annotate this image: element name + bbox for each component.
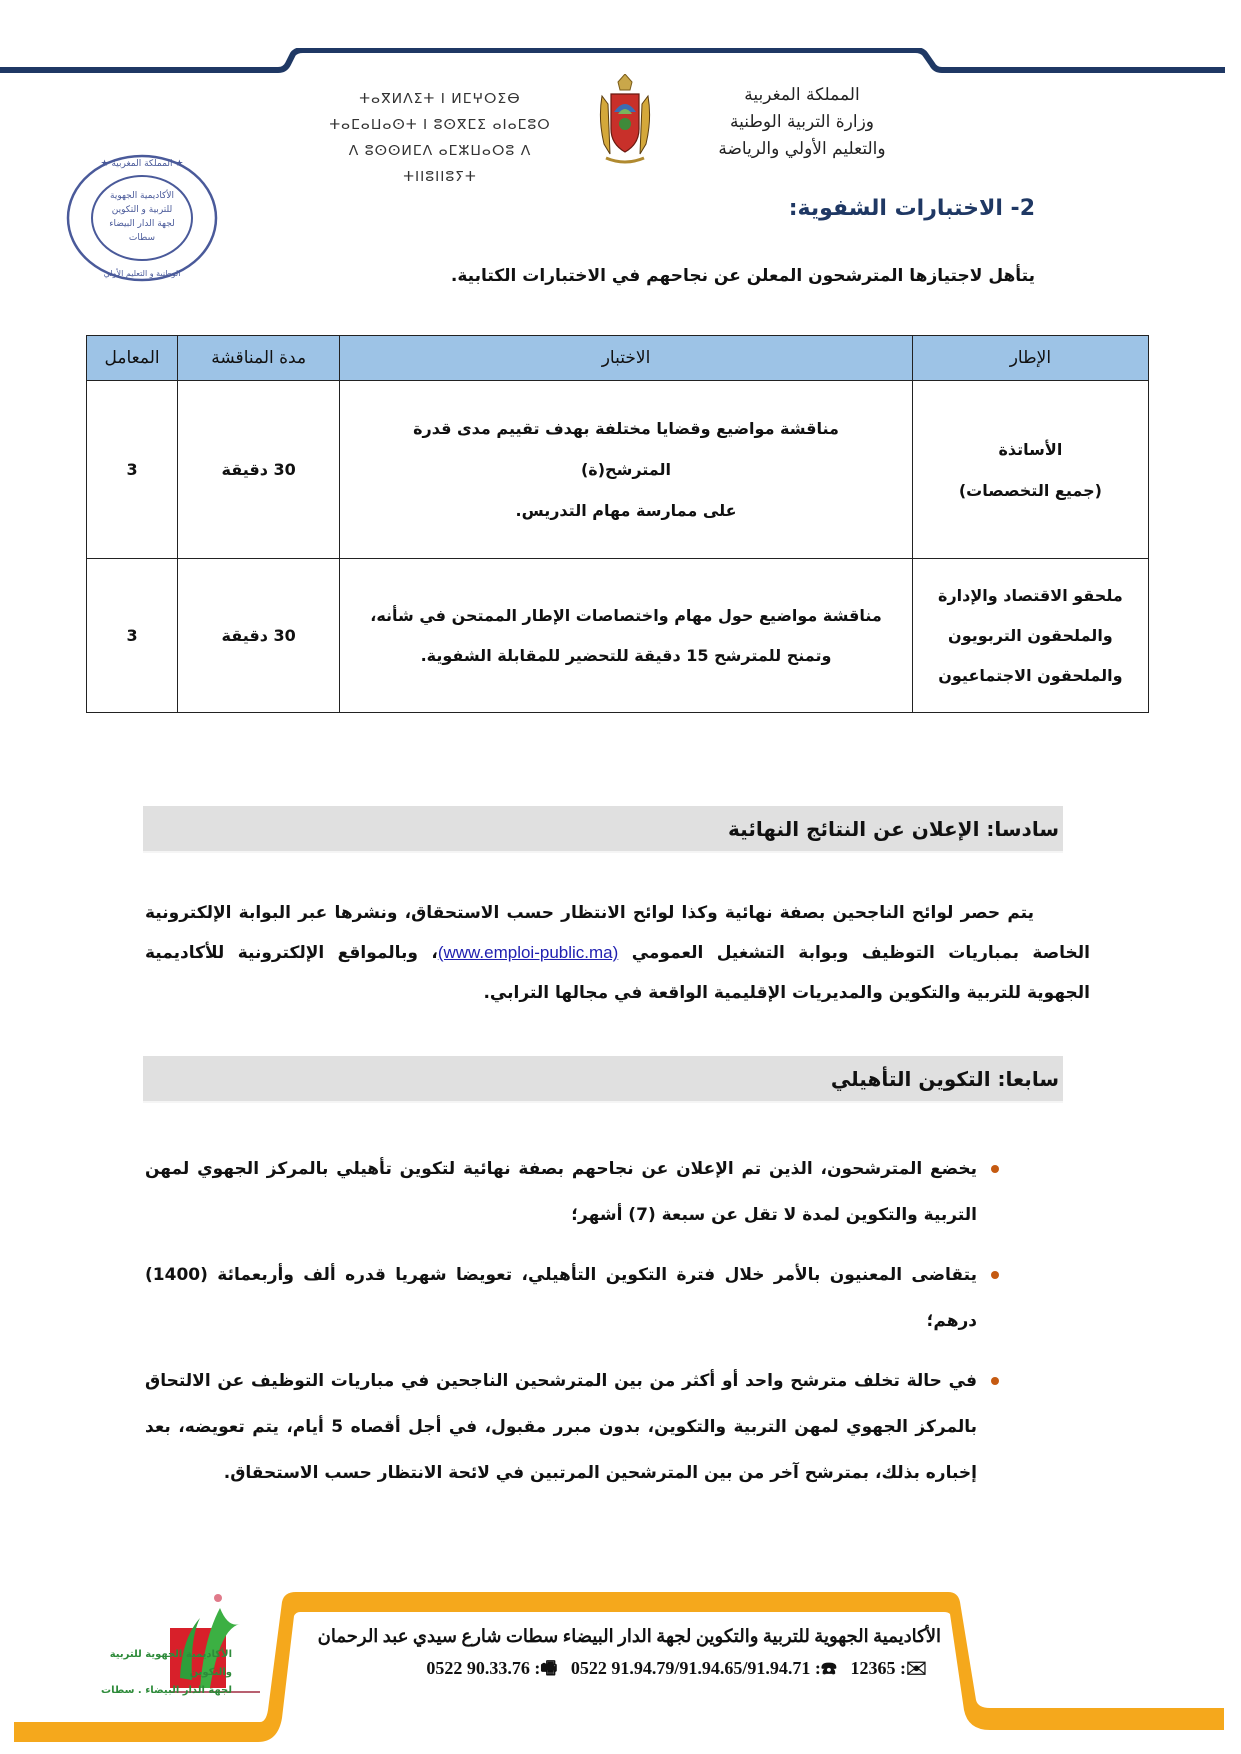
fax-icon: :🖷 xyxy=(534,1658,558,1678)
academy-logo-text: الأكاديمية الجهوية للتربية والتكوين لجهة الدار البيضاء . سطات xyxy=(101,1649,232,1696)
cell-frame: ملحقو الاقتصاد والإدارة والملحقون التربويون والملحقون الاجتماعيون xyxy=(912,559,1148,713)
svg-text:سطات: سطات xyxy=(128,233,156,243)
header-coefficient: المعامل xyxy=(87,336,178,381)
training-bullet-list xyxy=(145,1146,977,1496)
svg-text:الأكاديمية الجهوية: الأكاديمية الجهوية xyxy=(110,191,174,201)
cell-test: مناقشة مواضيع حول مهام واختصاصات الإطار الممتحن في شأنه، وتمنح للمترشح 15 دقيقة للتحضير للمقابلة الشفوية. xyxy=(340,559,913,713)
emploi-public-link[interactable]: (www.emploi-public.ma) xyxy=(437,943,619,962)
footer-contact: 0522 90.33.76 :🖷 0522 91.94.79/91.94.65/91.94.71 :☎ 12365 :✉ xyxy=(426,1658,927,1678)
mailbox-icon: :✉ xyxy=(899,1658,927,1678)
cell-duration: 30 دقيقة xyxy=(178,559,340,713)
section-title-oral-exams: 2- الاختبارات الشفوية: xyxy=(788,196,1035,221)
cell-coefficient: 3 xyxy=(87,381,178,559)
table-header-row xyxy=(87,336,1149,381)
table-row xyxy=(87,381,1149,559)
phone-icon: :☎ xyxy=(814,1658,837,1678)
letterhead-arabic: المملكة المغربية وزارة التربية الوطنية والتعليم الأولي والرياضة xyxy=(718,85,886,159)
official-stamp xyxy=(62,148,222,288)
cell-duration: 30 دقيقة xyxy=(178,381,340,559)
svg-text:للتربية و التكوين: للتربية و التكوين xyxy=(111,205,173,215)
section-intro: يتأهل لاجتيازها المترشحون المعلن عن نجاحهم في الاختبارات الكتابية. xyxy=(450,266,1035,286)
cell-coefficient: 3 xyxy=(87,559,178,713)
list-item: في حالة تخلف مترشح واحد أو أكثر من بين المترشحين الناجحين في مباريات التوظيف عن الالتحاق بالمركز الجهوي لمهن التربية والتكوين، بدون مبرر مقبول، في أجل أقصاه 5 أيام، يتم تعويضه، بعد إخباره بذلك، بمترشح آخر من بين المترشحين المرتبين في لائحة الانتظار حسب الاستحقاق. xyxy=(145,1358,977,1496)
footer-address: الأكاديمية الجهوية للتربية والتكوين لجهة الدار البيضاء سطات شارع سيدي عبد الرحمان xyxy=(317,1626,941,1646)
section-title-final-results: سادسا: الإعلان عن النتائج النهائية xyxy=(728,817,1059,841)
bullet-dot-icon xyxy=(991,1271,999,1279)
oral-exams-table xyxy=(86,335,1149,713)
final-results-paragraph: يتم حصر لوائح الناجحين بصفة نهائية وكذا لوائح الانتظار حسب الاستحقاق، ونشرها عبر البوابة الإلكترونية الخاصة بمباريات التوظيف وبوابة التشغيل العمومي (www.emploi-public.ma)، وبالمواقع الإلكترونية للأكاديمية الجهوية للتربية والتكوين والمديريات الإقليمية الواقعة في مجالها الترابي. xyxy=(145,903,1090,1003)
bullet-dot-icon xyxy=(991,1165,999,1173)
section-title-qualifying-training: سابعا: التكوين التأهيلي xyxy=(830,1067,1059,1091)
coat-of-arms-icon xyxy=(596,74,654,166)
letterhead-tifinagh: ⵜⴰⴳⵍⴷⵉⵜ ⵏ ⵍⵎⵖⵔⵉⴱ ⵜⴰⵎⴰⵡⴰⵙⵜ ⵏ ⵓⵙⴳⵎⵉ ⴰⵏⴰⵎⵓⵔ ⴷ ⵓⵙⵙⵍⵎⴷ ⴰⵎⵣⵡⴰⵔⵓ ⴷ ⵜⵏⵏⵓⵏⵏⵓⵢⵜ xyxy=(329,91,551,185)
table-row xyxy=(87,559,1149,713)
academy-logo xyxy=(60,1588,260,1698)
section-banner-final-results xyxy=(143,806,1063,853)
section-banner-qualifying-training xyxy=(143,1056,1063,1103)
bullet-dot-icon xyxy=(991,1377,999,1385)
list-item: يخضع المترشحون، الذين تم الإعلان عن نجاحهم بصفة نهائية لتكوين تأهيلي بالمركز الجهوي لمهن التربية والتكوين لمدة لا تقل عن سبعة (7) أشهر؛ xyxy=(145,1146,977,1238)
header-frame: الإطار xyxy=(912,336,1148,381)
svg-text:★ المملكة المغربية ★: ★ المملكة المغربية ★ xyxy=(100,159,184,169)
svg-text:لجهة الدار البيضاء: لجهة الدار البيضاء xyxy=(109,219,175,229)
cell-test: مناقشة مواضيع وقضايا مختلفة بهدف تقييم مدى قدرة المترشح(ة) على ممارسة مهام التدريس. xyxy=(340,381,913,559)
cell-frame: الأساتذة (جميع التخصصات) xyxy=(912,381,1148,559)
letterhead xyxy=(300,80,940,185)
footer xyxy=(0,1580,1241,1754)
svg-text:الوطنية و التعليم الأولي: الوطنية و التعليم الأولي xyxy=(103,269,181,278)
header-duration: مدة المناقشة xyxy=(178,336,340,381)
header-test: الاختبار xyxy=(340,336,913,381)
list-item: يتقاضى المعنيون بالأمر خلال فترة التكوين التأهيلي، تعويضا شهريا قدره ألف وأربعمائة (1400) درهم؛ xyxy=(145,1252,977,1344)
